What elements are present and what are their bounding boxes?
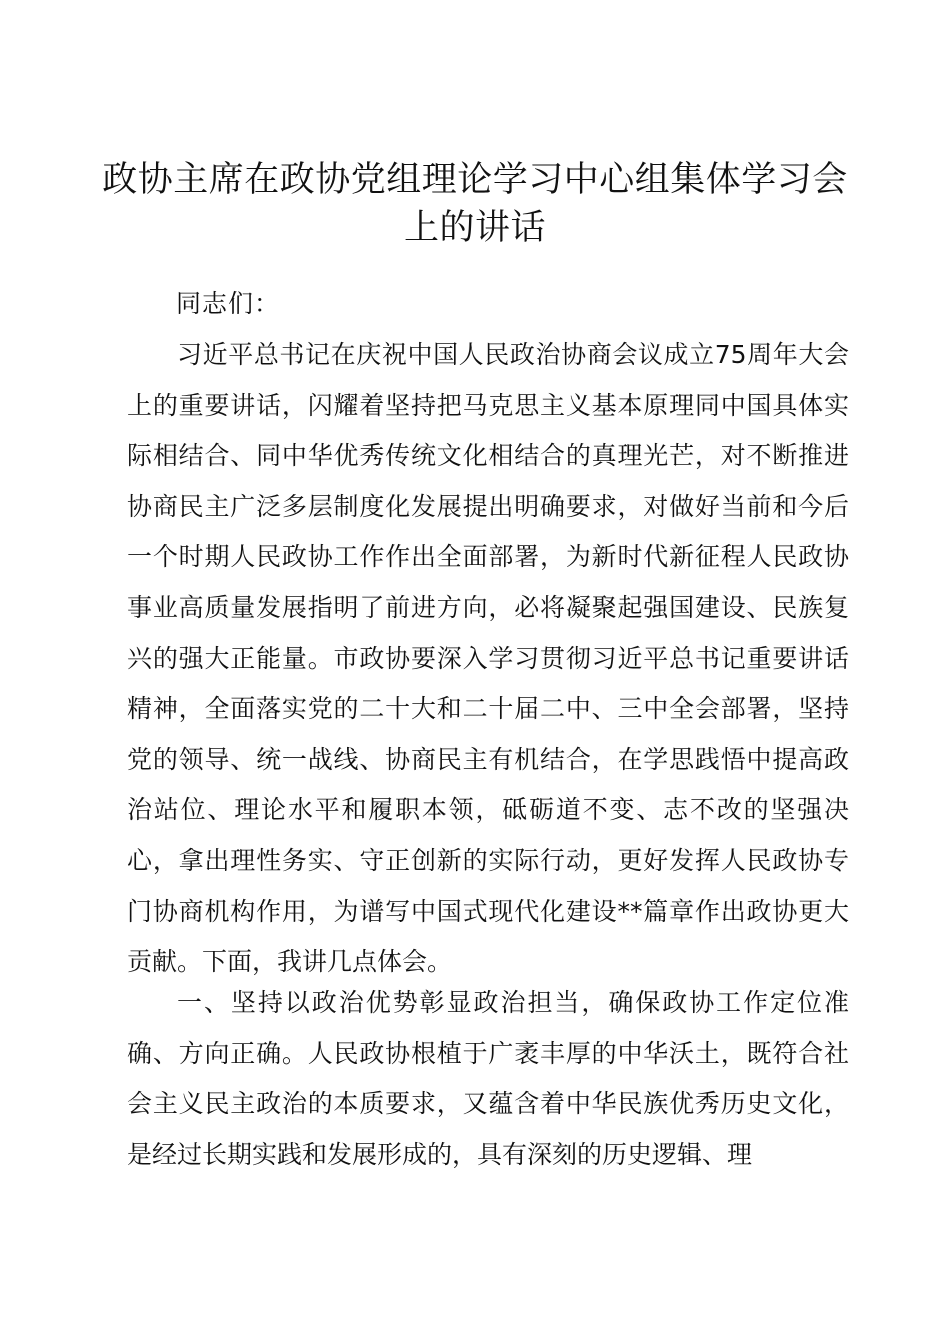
body-paragraph: 一、坚持以政治优势彰显政治担当，确保政协工作定位准确、方向正确。人民政协根植于广袤丰厚的中华沃土，既符合社会主义民主政治的本质要求，又蕴含着中华民族优秀历史文化，是经过长期实践和发展形成的，具有深刻的历史逻辑、理 (127, 988, 849, 1169)
body-paragraph: 习近平总书记在庆祝中国人民政治协商会议成立75周年大会上的重要讲话，闪耀着坚持把马克思主义基本原理同中国具体实际相结合、同中华优秀传统文化相结合的真理光芒，对不断推进协商民主广泛多层制度化发展提出明确要求，对做好当前和今后一个时期人民政协工作作出全面部署，为新时代新征程人民政协事业高质量发展指明了前进方向，必将凝聚起强国建设、民族复兴的强大正能量。市政协要深入学习贯彻习近平总书记重要讲话精神，全面落实党的二十大和二十届二中、三中全会部署，坚持党的领导、统一战线、协商民主有机结合，在学思践悟中提高政治站位、理论水平和履职本领，砥砺道不变、志不改的坚强决心，拿出理性务实、守正创新的实际行动，更好发挥人民政协专门协商机构作用，为谱写中国式现代化建设**篇章作出政协更大贡献。下面，我讲几点体会。 (127, 340, 849, 977)
document-title: 政协主席在政协党组理论学习中心组集体学习会上的讲话 (102, 160, 848, 248)
greeting: 同志们： (176, 289, 281, 318)
